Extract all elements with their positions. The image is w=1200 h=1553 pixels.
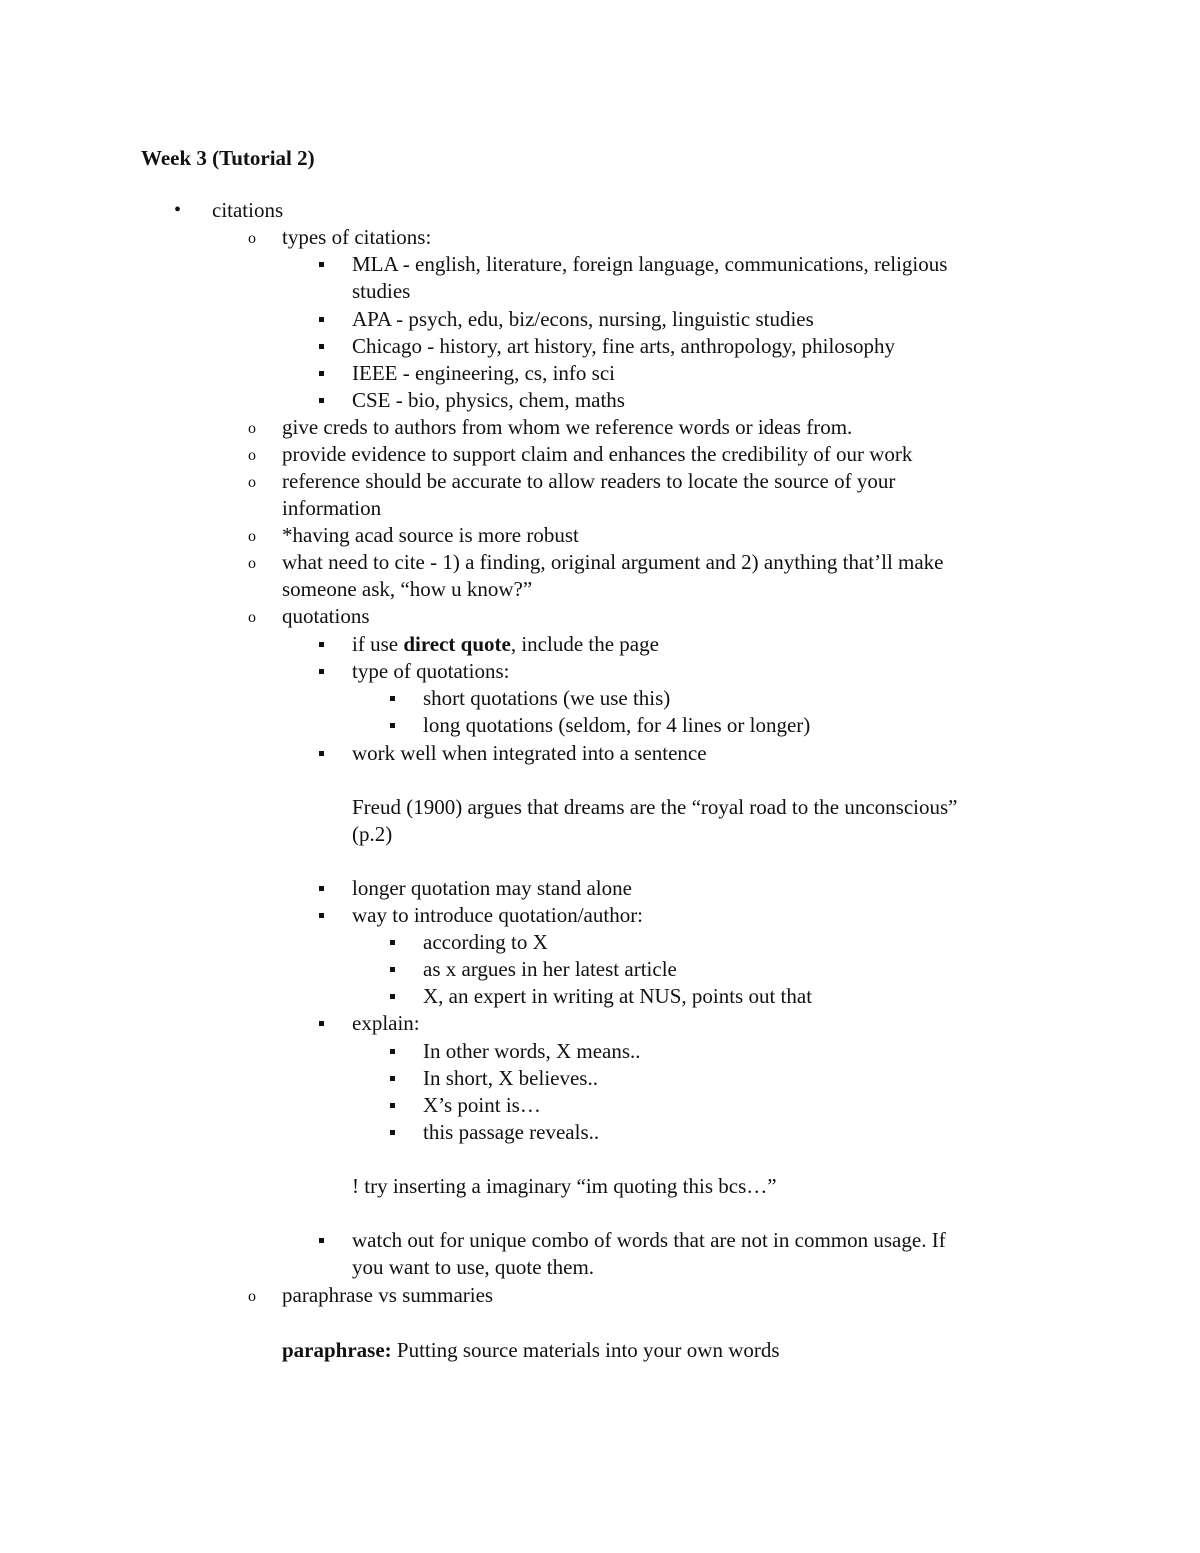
list-item: X, an expert in writing at NUS, points out that <box>423 984 813 1008</box>
bullet-square <box>319 913 324 918</box>
list-item: what need to cite - 1) a finding, original argument and 2) anything that’ll make <box>282 550 944 574</box>
list-item: long quotations (seldom, for 4 lines or longer) <box>423 713 811 737</box>
list-item: CSE - bio, physics, chem, maths <box>352 388 625 412</box>
bullet-circle: o <box>248 555 256 572</box>
bullet-circle: o <box>248 474 256 491</box>
list-item: as x argues in her latest article <box>423 957 677 981</box>
list-item: paraphrase vs summaries <box>282 1283 494 1307</box>
direct-quote-bold: direct quote <box>403 632 511 656</box>
bullet-square <box>319 886 324 891</box>
bullet-square <box>390 940 395 945</box>
list-item: MLA - english, literature, foreign language, communications, religious <box>352 252 948 276</box>
list-item: longer quotation may stand alone <box>352 876 632 900</box>
list-item: type of quotations: <box>352 659 510 683</box>
bullet-square <box>319 1021 324 1026</box>
bullet-circle: o <box>248 1288 256 1305</box>
bullet-square <box>319 1238 324 1243</box>
bullet-square <box>390 994 395 999</box>
bullet-circle: o <box>248 447 256 464</box>
list-item: APA - psych, edu, biz/econs, nursing, linguistic studies <box>352 307 814 331</box>
list-item-cont: studies <box>352 279 411 303</box>
list-item: give creds to authors from whom we reference words or ideas from. <box>282 415 853 439</box>
list-item-cont: someone ask, “how u know?” <box>282 577 533 601</box>
bullet-circle: o <box>248 420 256 437</box>
direct-pre: if use <box>352 632 404 656</box>
list-item: this passage reveals.. <box>423 1120 600 1144</box>
list-item: way to introduce quotation/author: <box>352 903 644 927</box>
list-item-quotations: quotations <box>282 604 370 628</box>
list-item: reference should be accurate to allow readers to locate the source of your <box>282 469 896 493</box>
bullet-circle: o <box>248 230 256 247</box>
list-item: Chicago - history, art history, fine arts, anthropology, philosophy <box>352 334 895 358</box>
list-item: short quotations (we use this) <box>423 686 671 710</box>
list-item: *having acad source is more robust <box>282 523 579 547</box>
list-item: work well when integrated into a sentence <box>352 741 707 765</box>
tip-note: ! try inserting a imaginary “im quoting this bcs…” <box>352 1174 777 1198</box>
list-item-cont: you want to use, quote them. <box>352 1255 595 1279</box>
paraphrase-label: paraphrase: <box>282 1338 392 1362</box>
bullet-circle: o <box>248 609 256 626</box>
bullet-square <box>319 642 324 647</box>
bullet-square <box>390 967 395 972</box>
list-item: X’s point is… <box>423 1093 541 1117</box>
list-item: IEEE - engineering, cs, info sci <box>352 361 615 385</box>
bullet-square <box>319 669 324 674</box>
direct-post: , include the page <box>510 632 659 656</box>
list-item: In other words, X means.. <box>423 1039 641 1063</box>
list-item: types of citations: <box>282 225 432 249</box>
example-quote: Freud (1900) argues that dreams are the “royal road to the unconscious” <box>352 795 958 819</box>
bullet-square <box>390 1103 395 1108</box>
list-item: In short, X believes.. <box>423 1066 598 1090</box>
list-item: watch out for unique combo of words that are not in common usage. If <box>352 1228 946 1252</box>
list-item: according to X <box>423 930 548 954</box>
list-item: explain: <box>352 1011 420 1035</box>
bullet-square <box>319 398 324 403</box>
list-item <box>352 631 659 658</box>
bullet-square <box>319 751 324 756</box>
bullet-square <box>319 317 324 322</box>
bullet-square <box>390 1049 395 1054</box>
bullet-square <box>319 262 324 267</box>
bullet-circle: o <box>248 528 256 545</box>
list-item: provide evidence to support claim and enhances the credibility of our work <box>282 442 913 466</box>
bullet-square <box>390 1076 395 1081</box>
list-item-cont: information <box>282 496 382 520</box>
page-title: Week 3 (Tutorial 2) <box>141 146 315 170</box>
paraphrase-definition <box>282 1337 780 1364</box>
bullet-square <box>390 1130 395 1135</box>
paraphrase-text: Putting source materials into your own words <box>391 1338 780 1362</box>
example-quote-cont: (p.2) <box>352 822 393 846</box>
bullet-square <box>390 723 395 728</box>
list-item-citations: citations <box>212 198 284 222</box>
bullet-disc: • <box>174 199 182 221</box>
bullet-square <box>390 696 395 701</box>
bullet-square <box>319 371 324 376</box>
bullet-square <box>319 344 324 349</box>
